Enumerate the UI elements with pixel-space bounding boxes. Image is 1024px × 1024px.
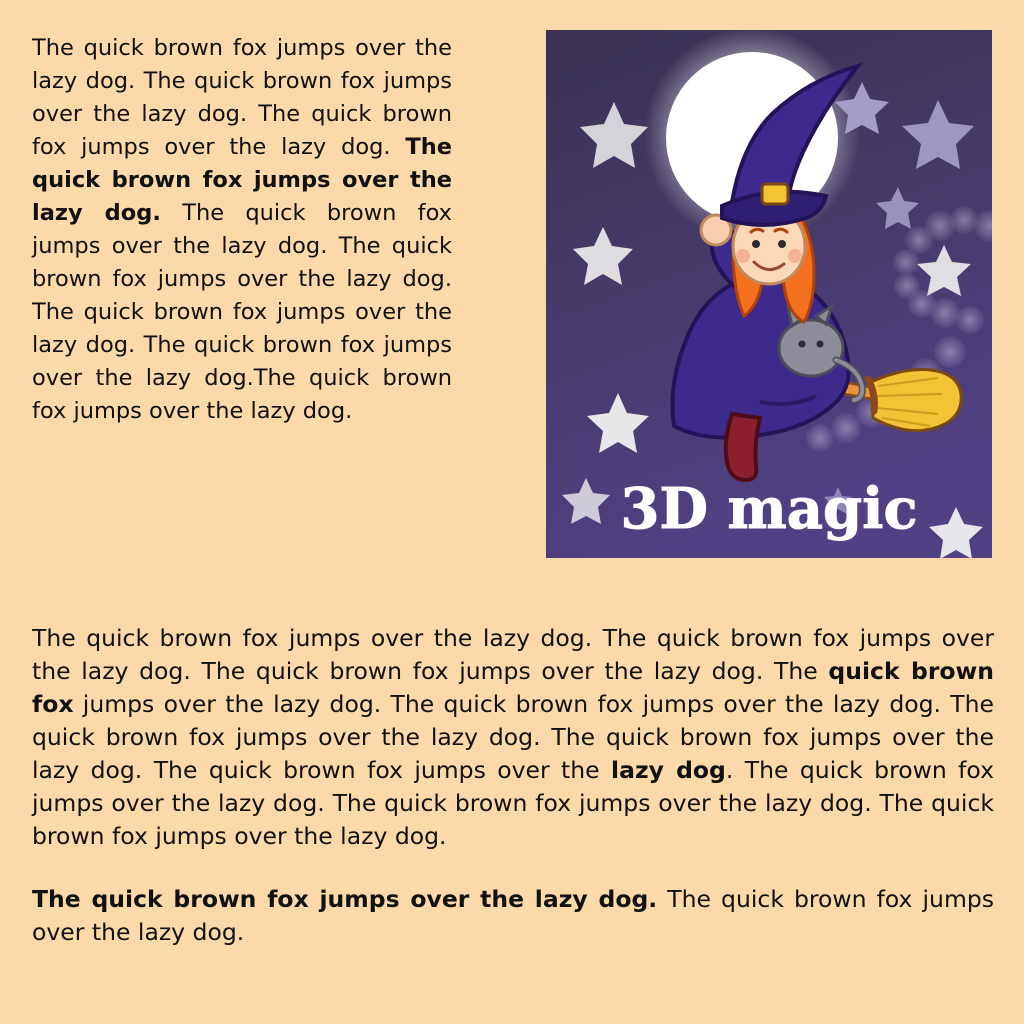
paragraph-two: [32, 622, 994, 853]
p3-run-2: The quick brown fox jumps over the lazy dog.: [32, 885, 994, 946]
illustration-caption: 3D magic: [620, 476, 918, 542]
top-section: [32, 30, 992, 570]
top-text-run-3: The quick brown fox jumps over the lazy dog. The quick brown fox jumps over the lazy dog. The quick brown fox jumps over the lazy dog. The quick brown fox jumps over the lazy dog.The quick brown fox jumps over the lazy dog.: [32, 200, 452, 424]
p2-run-3: jumps over the lazy dog. The quick brown fox jumps over the lazy dog. The quick brown fox jumps over the lazy dog. The quick brown fox jumps over the lazy dog. The quick brown fox jumps over the: [32, 690, 994, 784]
p2-run-4-bold: lazy dog: [611, 756, 726, 784]
paragraph-three: [32, 883, 994, 949]
body-text-block: [32, 622, 994, 949]
illustration-container: [546, 30, 992, 558]
top-text-run-1: The quick brown fox jumps over the lazy dog. The quick brown fox jumps over the lazy dog. The quick brown fox jumps over the lazy dog.: [32, 35, 452, 160]
top-text-column: [32, 32, 452, 428]
p2-run-5: . The quick brown fox jumps over the lazy dog. The quick brown fox jumps over the lazy dog. The quick brown fox jumps over the lazy dog.: [32, 756, 994, 850]
witch-flying-on-broom-illustration: [546, 30, 992, 558]
p2-run-1: The quick brown fox jumps over the lazy dog. The quick brown fox jumps over the lazy dog. The quick brown fox jumps over the lazy dog. The: [32, 624, 994, 685]
top-text-run-2-bold: The quick brown fox jumps over the lazy dog.: [32, 134, 452, 226]
p2-run-2-bold: quick brown fox: [32, 657, 994, 718]
p3-run-1-bold: The quick brown fox jumps over the lazy dog.: [32, 885, 658, 913]
